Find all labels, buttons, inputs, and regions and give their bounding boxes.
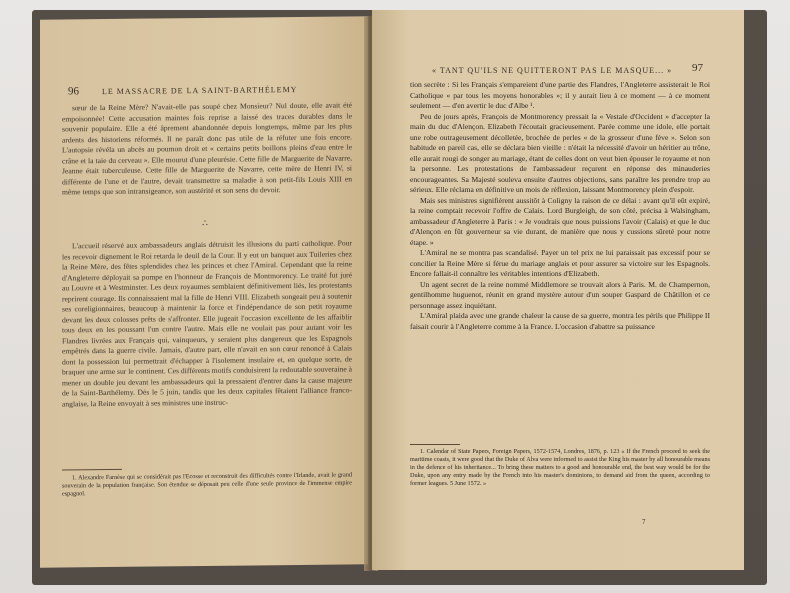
- left-paragraph: sœur de la Reine Mère? N'avait-elle pas soupé chez Monsieur? Nul doute, elle avait été empoisonnée! Cette accusation maintes fois reprise a laissé des traces durables dans le souvenir populaire. Elle a été âprement abandonnée depuis longtemps, même par les plus ardents des historiens réformés. Il ne paraît donc pas utile de la réfuter une fois encore. L'autopsie révéla un abcès au poumon droit et « certains petits boillons pleins d'eau entre le crâne et la taie du cerveau ». Elle mourut d'une pleurésie. Cette fille de Marguerite de Navarre, Jeanne était tuberculeuse. Cette fille de Marguerite de Navarre, cette mère de Henri IV, si différente de l'une et de l'autre, devait transmettre sa maladie à son petit-fils Louis XIII en même temps que son intransigeance, son austérité et son sens du devoir.: [62, 100, 352, 197]
- footnote-rule: [62, 469, 122, 471]
- left-running-head: LE MASSACRE DE LA SAINT-BARTHÉLEMY: [102, 85, 298, 97]
- right-text-body: [410, 80, 710, 332]
- open-book: [28, 6, 763, 584]
- right-page-number: 97: [692, 62, 703, 74]
- left-footnote-text: 1. Alexandre Farnèse qui se considérait pas l'Ecosse et reconstruit des difficultés contre l'Irlande, avait le grand souverain de la population française. Son étendue se déposait peu celle d'une seule province de l'immense empire espagnol.: [62, 471, 352, 498]
- left-page-number: 96: [68, 85, 79, 98]
- right-paragraph: tion secrète : Si les Français s'empareient d'une partie des Flandres, l'Angleterre assisterait le Roi Catholique « par tous les moyens honorables »; il y aurait lieu à ce moment — à ce moment seulement — d'en avertir le duc d'Albe ¹.: [410, 80, 710, 110]
- right-footnote: [410, 448, 710, 488]
- right-paragraph: L'Amiral plaida avec une grande chaleur la cause de sa guerre, montra les périls que Philippe II faisait courir à l'Angleterre comme à la France. L'occasion d'abattre sa puissance: [410, 311, 710, 331]
- footnote-rule: [410, 444, 460, 445]
- right-page: [372, 10, 744, 570]
- right-paragraph: L'Amiral ne se montra pas scandalisé. Payer un tel prix ne lui paraissait pas excessif pour se concilier la Reine Mère si férue du mariage anglais et pour assurer sa victoire sur les Espagnols. Encore fallait-il connaître les véritables intentions d'Elizabeth.: [410, 248, 710, 278]
- left-footnote: [62, 471, 352, 498]
- section-ornament: ∴: [202, 217, 208, 229]
- left-paragraph: L'accueil réservé aux ambassadeurs anglais détruisit les illusions du parti catholique. Pour les recevoir dignement le Roi retarda le deuil de la Cour. Il y eut un banquet aux Tuileries chez la Reine Mère, des fêtes splendides chez les princes et chez l'Amiral. Cependant que la reine d'Angleterre déployait sa pompe en l'honneur de François de Montmorency. Le traité fut juré au Louvre et à Westminster. Les deux royaumes semblaient définitivement liés, les protestants reprirent courage. Ils connaissaient mal la fille de Henri VIII. Elizabeth songeait peu à soutenir ses coreligionnaires, beaucoup à maintenir la force et l'indépendance de son petit royaume devant les deux colosses prêts de s'affronter. Elle jugeait l'occasion excellente de les affaiblir tous deux en les poussant l'un contre l'autre. Mais elle ne voulait pas pour autant voir les Flandres livrées aux Français qui, vainqueurs, y seraient plus dangereux que les Espagnols empêtrés dans la guerre civile. Jamais, d'autre part, elle n'avait en son cœur renoncé à Calais dont la possession lui permettrait d'échapper à l'isolement insulaire et, en quelque sorte, de braquer une arme sur le continent. Ces différents motifs conduisirent la redoutable souveraine à mener un double jeu devant les ambassadeurs qui la pressaient d'entrer dans la cause majeure de la Saint-Barthélemy. Dès le 5 juin, tandis que les deux capitales fêtaient l'alliance franco-anglaise, la Reine envoyait à ses ministres une instruc-: [62, 238, 353, 408]
- right-running-head: « TANT QU'ILS NE QUITTERONT PAS LE MASQUE... »: [432, 66, 673, 75]
- left-text-section-2: [62, 238, 352, 409]
- right-paragraph: Mais ses ministres signifièrent aussitôt à Coligny la raison de ce délai : avant qu'il eût expiré, la reine comptait recevoir l'offre de Calais. Lord Burgleigh, de son côté, précisa à Walsingham, ambassadeur d'Angleterre à Paris : « Je voudrais que nous puissions l'avoir (Calais) et que le duc d'Alençon en fût gouverneur sa vie durant, de manière que nous y cussions sûreté pour notre étape. »: [410, 195, 710, 247]
- left-page: [40, 16, 368, 567]
- right-footnote-text: 1. Calendar of State Papers, Foreign Papers, 1572-1574, Londres, 1876, p. 123 « If the French proceed to seek the maritime coasts, it were good that the Duke of Alva were informed to assist the King his master by all honourable means in the defence of his inheritance... To bring these matters to a good and honourable end, the best way would be for the Duke, upon any entry made by the French into his master's dominions, to demand aid from the queen, according to former leagues. 5 June 1572. »: [410, 448, 710, 487]
- signature-mark: 7: [642, 518, 646, 526]
- right-paragraph: Peu de jours après, François de Montmorency pressait la « Vestale d'Occident » d'accepter la main du duc d'Alençon. Elizabeth l'écoutait gracieusement. Parée comme une idole, elle portait une robe outrageusement décolletée, brochée de perles « de la grosseur d'une fève ». Selon son habitude en pareil cas, elle se déclara bien vieille : n'était la nécessité d'avoir un héritier au trône, elle aurait rougi de songer au mariage, étant de celles dont on veut bien épouser le royaume et non la personne. Les protestations de l'ambassadeur reçurent en réponse des minauderies encourageantes. Sa Majesté souleva ensuite d'autres objections, sans paraître les prendre trop au sérieux. Elle réclama en définitive un mois de réflexion, laissant Montmorency plein d'espoir.: [410, 111, 710, 194]
- right-paragraph: Un agent secret de la reine nommé Middlemore se trouvait alors à Paris. M. de Champernon, gentilhomme huguenot, réunit en grand mystère autour d'un souper Gaspard de Châtillon et ce personnage assez inquiétant.: [410, 279, 710, 310]
- left-text-section-1: [62, 100, 352, 198]
